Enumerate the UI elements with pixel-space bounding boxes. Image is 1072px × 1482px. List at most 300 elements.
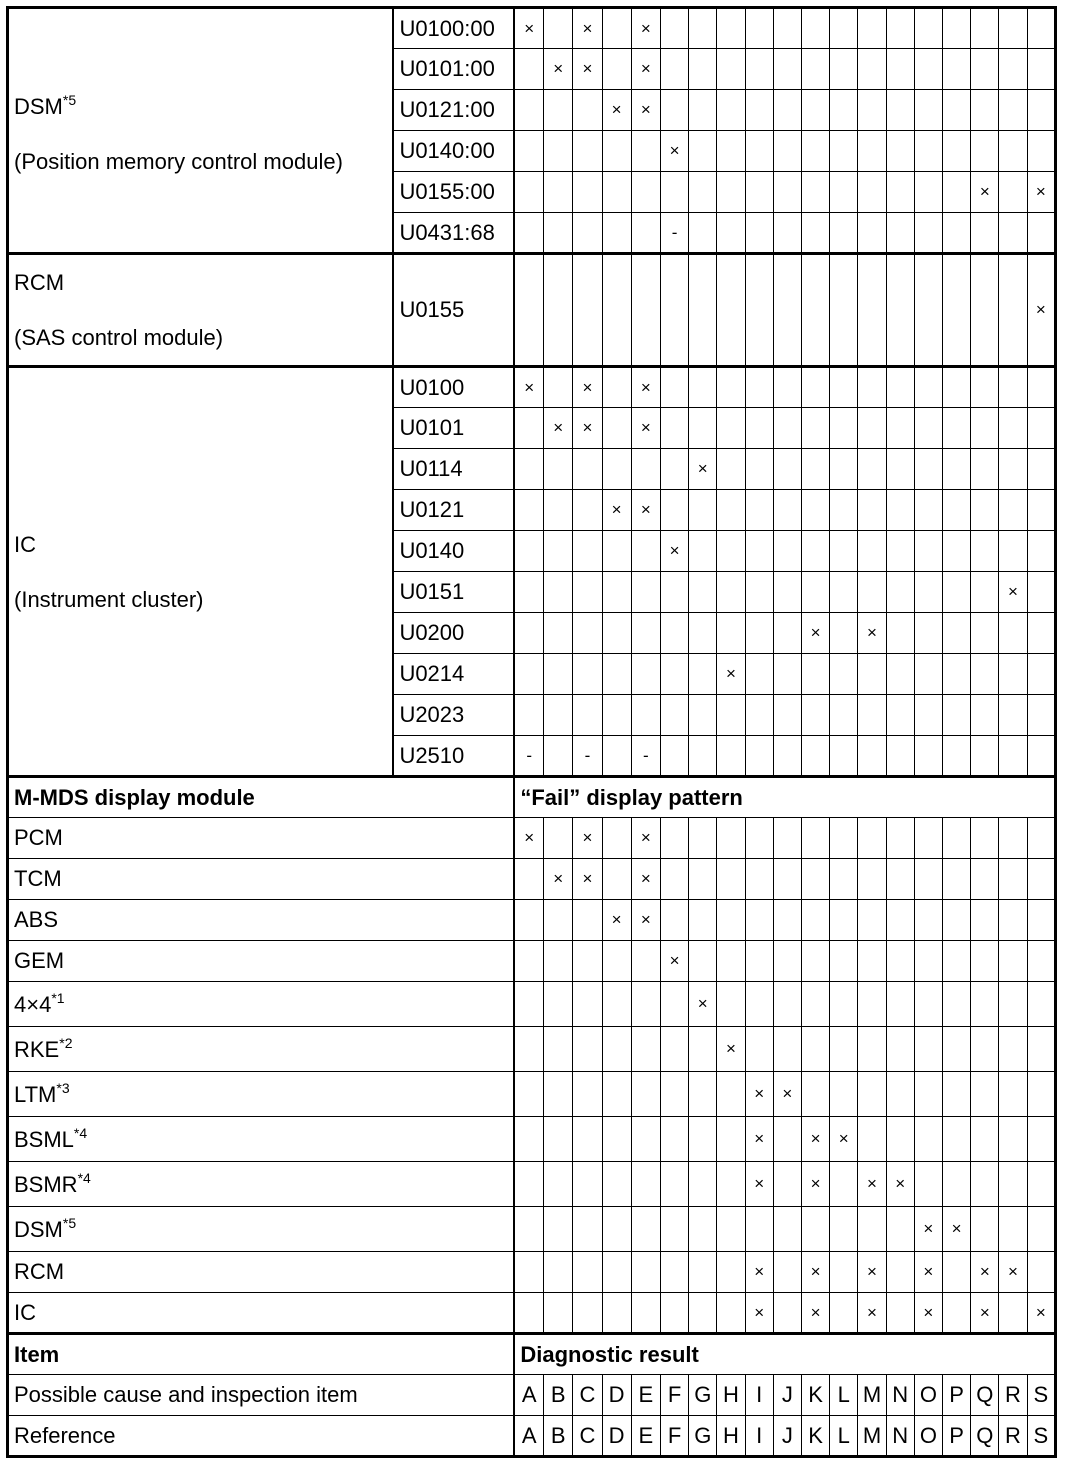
reference-row-letter-e: E [631,1416,660,1457]
mark-cell-r [999,900,1027,941]
mmds-row [8,859,1056,900]
mark-cell-o [914,490,942,531]
mark-cell-e [631,654,660,695]
footnote-marker: *4 [77,1170,91,1186]
mark-cell-o [914,408,942,449]
mmds-module-ltm: LTM$^{*3}$ [8,1072,515,1117]
mark-cell-f [660,1027,688,1072]
mark-x-b: × [544,408,573,449]
mark-cell-n [886,408,914,449]
mark-cell-p [942,982,970,1027]
mark-cell-l [830,90,858,131]
mark-cell-d [602,408,631,449]
mark-cell-f [660,654,688,695]
mark-cell-r [999,941,1027,982]
mark-cell-g [689,1162,717,1207]
mark-cell-m [858,213,886,254]
mark-cell-c [573,213,602,254]
mark-cell-r [999,367,1027,408]
footnote-marker: *4 [73,1125,88,1141]
mark-cell-l [830,941,858,982]
mark-cell-s [1027,900,1055,941]
mark-cell-a [514,1117,543,1162]
mark-cell-d [602,572,631,613]
mark-cell-h [717,449,745,490]
dtc-code: U0431:68 [393,213,514,254]
mark-cell-e [631,613,660,654]
mark-cell-k [801,8,829,49]
mark-cell-a [514,449,543,490]
mark-cell-l [830,254,858,367]
mark-x-e: × [631,408,660,449]
mark-cell-g [689,49,717,90]
mark-cell-k [801,213,829,254]
module-description: (Instrument cluster) [14,586,204,612]
mark-x-e: × [631,900,660,941]
reference-row-letter-m: M [858,1416,886,1457]
mark-cell-b [544,1207,573,1252]
mark-cell-e [631,531,660,572]
mark-cell-e [631,572,660,613]
mark-cell-i [745,1207,773,1252]
mark-cell-n [886,1252,914,1293]
mark-cell-j [773,408,801,449]
mark-cell-d [602,213,631,254]
mark-cell-l [830,982,858,1027]
mark-x-e: × [631,859,660,900]
mark-cell-f [660,1117,688,1162]
mark-cell-p [942,941,970,982]
mark-cell-g [689,254,717,367]
mark-x-c: × [573,818,602,859]
mark-cell-a [514,408,543,449]
mark-cell-l [830,1162,858,1207]
mark-x-i: × [745,1293,773,1334]
item-header-row [8,1334,1056,1375]
mark-cell-p [942,90,970,131]
footnote-marker: *5 [62,91,77,108]
mark-cell-j [773,900,801,941]
mark-cell-o [914,1072,942,1117]
mark-cell-b [544,572,573,613]
mark-cell-b [544,531,573,572]
mark-cell-n [886,1293,914,1334]
mark-cell-c [573,941,602,982]
mark-cell-d [602,859,631,900]
reference-row-letter-f: F [660,1416,688,1457]
mark-cell-j [773,1207,801,1252]
mark-x-c: × [573,8,602,49]
mark-cell-i [745,531,773,572]
mark-x-m: × [858,1162,886,1207]
mark-cell-h [717,367,745,408]
mark-x-i: × [745,1162,773,1207]
mark-cell-o [914,49,942,90]
mark-cell-d [602,613,631,654]
mark-cell-l [830,449,858,490]
reference-row-letter-l: L [830,1416,858,1457]
mark-cell-b [544,1072,573,1117]
reference-row-letter-n: N [886,1416,914,1457]
mark-cell-n [886,449,914,490]
mark-cell-o [914,213,942,254]
mark-x-a: × [514,8,543,49]
reference-row-letter-k: K [801,1416,829,1457]
mark-cell-s [1027,531,1055,572]
mark-cell-f [660,367,688,408]
mark-x-o: × [914,1293,942,1334]
mmds-module-dsm: DSM$^{*5}$ [8,1207,515,1252]
dtc-code: U0121:00 [393,90,514,131]
mark-cell-g [689,1072,717,1117]
mark-cell-g [689,900,717,941]
mark-cell-i [745,818,773,859]
mark-cell-i [745,90,773,131]
mark-cell-m [858,1207,886,1252]
dtc-row [8,254,1056,367]
mark-cell-b [544,1252,573,1293]
cause-row-letter-g: G [689,1375,717,1416]
mark-cell-r [999,172,1027,213]
mark-cell-r [999,1027,1027,1072]
mark-cell-b [544,213,573,254]
mmds-header-left: M-MDS display module [8,777,515,818]
cause-row-letter-f: F [660,1375,688,1416]
mark-cell-f [660,449,688,490]
mark-cell-q [971,408,999,449]
mark-cell-f [660,490,688,531]
mark-cell-l [830,49,858,90]
mmds-module-tcm: TCM [8,859,515,900]
mark-cell-s [1027,449,1055,490]
mark-cell-p [942,859,970,900]
mark-x-d: × [602,490,631,531]
mark-cell-g [689,1252,717,1293]
mark-x-f: × [660,531,688,572]
mark-cell-p [942,1293,970,1334]
mark-cell-s [1027,1027,1055,1072]
mark-cell-s [1027,90,1055,131]
mark-cell-p [942,49,970,90]
mark-cell-b [544,736,573,777]
mark-cell-n [886,254,914,367]
mark-cell-l [830,490,858,531]
mark-cell-d [602,254,631,367]
mark-cell-s [1027,1072,1055,1117]
mark-cell-g [689,572,717,613]
mark-cell-h [717,1117,745,1162]
mark-cell-a [514,900,543,941]
cause-row-letter-l: L [830,1375,858,1416]
mmds-row [8,1117,1056,1162]
reference-row-letter-i: I [745,1416,773,1457]
dtc-code: U0200 [393,613,514,654]
mark-x-i: × [745,1117,773,1162]
mark-cell-g [689,613,717,654]
mark-cell-p [942,408,970,449]
diagnostic-table [6,6,1057,1458]
mark-x-m: × [858,1293,886,1334]
mark-cell-j [773,254,801,367]
mark-cell-a [514,1027,543,1072]
cause-row-label: Possible cause and inspection item [8,1375,515,1416]
mark-cell-f [660,572,688,613]
module-cell-dsm [8,8,394,254]
mark-cell-r [999,490,1027,531]
mark-cell-i [745,613,773,654]
mark-cell-j [773,859,801,900]
mark-cell-g [689,941,717,982]
mark-cell-n [886,1207,914,1252]
mmds-row [8,1207,1056,1252]
mark-cell-g [689,213,717,254]
mark-x-d: × [602,900,631,941]
mark-dash-a: - [514,736,543,777]
mark-cell-a [514,172,543,213]
mark-cell-o [914,941,942,982]
dtc-code: U0140 [393,531,514,572]
mark-cell-o [914,736,942,777]
mark-cell-i [745,131,773,172]
mark-cell-p [942,172,970,213]
mark-cell-l [830,213,858,254]
mark-x-r: × [999,572,1027,613]
mark-x-e: × [631,8,660,49]
mark-cell-m [858,818,886,859]
mmds-row [8,1252,1056,1293]
mark-cell-c [573,1207,602,1252]
mark-cell-c [573,1162,602,1207]
mark-cell-f [660,1072,688,1117]
mark-cell-r [999,818,1027,859]
mark-cell-g [689,1207,717,1252]
mark-cell-g [689,1117,717,1162]
mark-cell-s [1027,1117,1055,1162]
mark-cell-i [745,900,773,941]
mark-cell-n [886,818,914,859]
dtc-code: U0100:00 [393,8,514,49]
mark-cell-h [717,695,745,736]
mark-cell-k [801,449,829,490]
mark-cell-p [942,818,970,859]
cause-row-letter-p: P [942,1375,970,1416]
mark-cell-f [660,613,688,654]
mark-cell-b [544,941,573,982]
mark-cell-o [914,1117,942,1162]
reference-row-letter-r: R [999,1416,1027,1457]
mark-cell-f [660,1162,688,1207]
mark-cell-d [602,736,631,777]
mark-cell-f [660,8,688,49]
mark-x-e: × [631,49,660,90]
mark-cell-o [914,90,942,131]
mark-cell-q [971,449,999,490]
mark-cell-f [660,1293,688,1334]
cause-row-letter-s: S [1027,1375,1055,1416]
mark-cell-p [942,1072,970,1117]
mark-cell-e [631,1207,660,1252]
mark-cell-p [942,613,970,654]
dtc-code: U2023 [393,695,514,736]
mark-cell-b [544,1027,573,1072]
mark-x-k: × [801,1252,829,1293]
footnote-marker: *5 [62,1215,77,1231]
mark-cell-i [745,1027,773,1072]
mark-cell-c [573,90,602,131]
mark-cell-f [660,982,688,1027]
dtc-code: U0140:00 [393,131,514,172]
mark-cell-s [1027,367,1055,408]
mark-cell-o [914,531,942,572]
mark-cell-n [886,859,914,900]
mmds-header-row [8,777,1056,818]
mark-cell-i [745,859,773,900]
mark-cell-h [717,1252,745,1293]
mark-cell-f [660,818,688,859]
reference-row-letter-b: B [544,1416,573,1457]
cause-row-letter-d: D [602,1375,631,1416]
mark-x-d: × [602,90,631,131]
mark-cell-k [801,818,829,859]
mark-cell-r [999,859,1027,900]
mark-cell-f [660,90,688,131]
mark-cell-b [544,490,573,531]
mark-cell-n [886,1027,914,1072]
cause-row-letter-a: A [514,1375,543,1416]
mark-cell-r [999,1117,1027,1162]
mark-cell-m [858,449,886,490]
mark-cell-d [602,982,631,1027]
mark-cell-f [660,900,688,941]
mark-cell-r [999,613,1027,654]
mark-cell-c [573,613,602,654]
dtc-code: U0121 [393,490,514,531]
mark-cell-l [830,572,858,613]
mark-cell-f [660,695,688,736]
mark-cell-m [858,1027,886,1072]
mark-cell-i [745,8,773,49]
reference-row-letter-a: A [514,1416,543,1457]
mark-cell-j [773,1117,801,1162]
mark-cell-m [858,8,886,49]
mark-cell-k [801,254,829,367]
mark-cell-q [971,695,999,736]
mark-cell-h [717,859,745,900]
mark-cell-s [1027,213,1055,254]
mark-cell-a [514,613,543,654]
mark-cell-h [717,531,745,572]
reference-row-letter-c: C [573,1416,602,1457]
mark-cell-r [999,8,1027,49]
mark-cell-d [602,531,631,572]
dtc-code: U0214 [393,654,514,695]
mark-cell-m [858,982,886,1027]
mark-cell-s [1027,131,1055,172]
mark-cell-q [971,490,999,531]
reference-row [8,1416,1056,1457]
mark-x-q: × [971,1252,999,1293]
mark-cell-m [858,367,886,408]
dtc-code: U0155 [393,254,514,367]
mark-cell-n [886,695,914,736]
cause-row-letter-j: J [773,1375,801,1416]
mark-cell-b [544,900,573,941]
mark-cell-b [544,1162,573,1207]
mark-cell-i [745,408,773,449]
mark-x-c: × [573,367,602,408]
mark-cell-q [971,131,999,172]
module-cell-ic [8,367,394,777]
mark-cell-f [660,254,688,367]
mark-x-h: × [717,1027,745,1072]
mark-cell-j [773,1162,801,1207]
dtc-code: U0155:00 [393,172,514,213]
mark-x-c: × [573,49,602,90]
cause-row [8,1375,1056,1416]
mark-cell-m [858,695,886,736]
mmds-module-pcm: PCM [8,818,515,859]
module-cell-rcm [8,254,394,367]
mark-cell-e [631,1162,660,1207]
mark-cell-r [999,654,1027,695]
mark-cell-a [514,531,543,572]
mark-cell-b [544,90,573,131]
mark-cell-k [801,408,829,449]
mark-cell-n [886,982,914,1027]
mark-cell-k [801,736,829,777]
mark-cell-h [717,818,745,859]
mark-cell-m [858,572,886,613]
mark-cell-j [773,941,801,982]
mark-cell-l [830,695,858,736]
mark-x-e: × [631,367,660,408]
mark-cell-j [773,1027,801,1072]
mark-cell-c [573,982,602,1027]
mark-cell-d [602,8,631,49]
mark-dash-f: - [660,213,688,254]
mark-cell-h [717,131,745,172]
mark-cell-q [971,213,999,254]
mark-cell-r [999,90,1027,131]
mark-cell-i [745,49,773,90]
mark-cell-e [631,1117,660,1162]
mark-cell-r [999,254,1027,367]
mark-x-q: × [971,172,999,213]
mark-cell-d [602,818,631,859]
mark-cell-l [830,654,858,695]
mark-cell-p [942,449,970,490]
mmds-module-bsmr: BSMR$^{*4}$ [8,1162,515,1207]
mark-cell-j [773,449,801,490]
mark-cell-s [1027,818,1055,859]
mark-cell-a [514,131,543,172]
mark-cell-g [689,90,717,131]
mark-cell-k [801,572,829,613]
mark-cell-l [830,408,858,449]
mark-cell-r [999,982,1027,1027]
mark-cell-l [830,172,858,213]
mark-cell-a [514,695,543,736]
reference-row-letter-q: Q [971,1416,999,1457]
mark-cell-h [717,90,745,131]
mark-cell-e [631,695,660,736]
mmds-row [8,982,1056,1027]
mark-x-l: × [830,1117,858,1162]
mark-x-s: × [1027,172,1055,213]
mark-cell-l [830,736,858,777]
cause-row-letter-h: H [717,1375,745,1416]
mark-cell-o [914,254,942,367]
